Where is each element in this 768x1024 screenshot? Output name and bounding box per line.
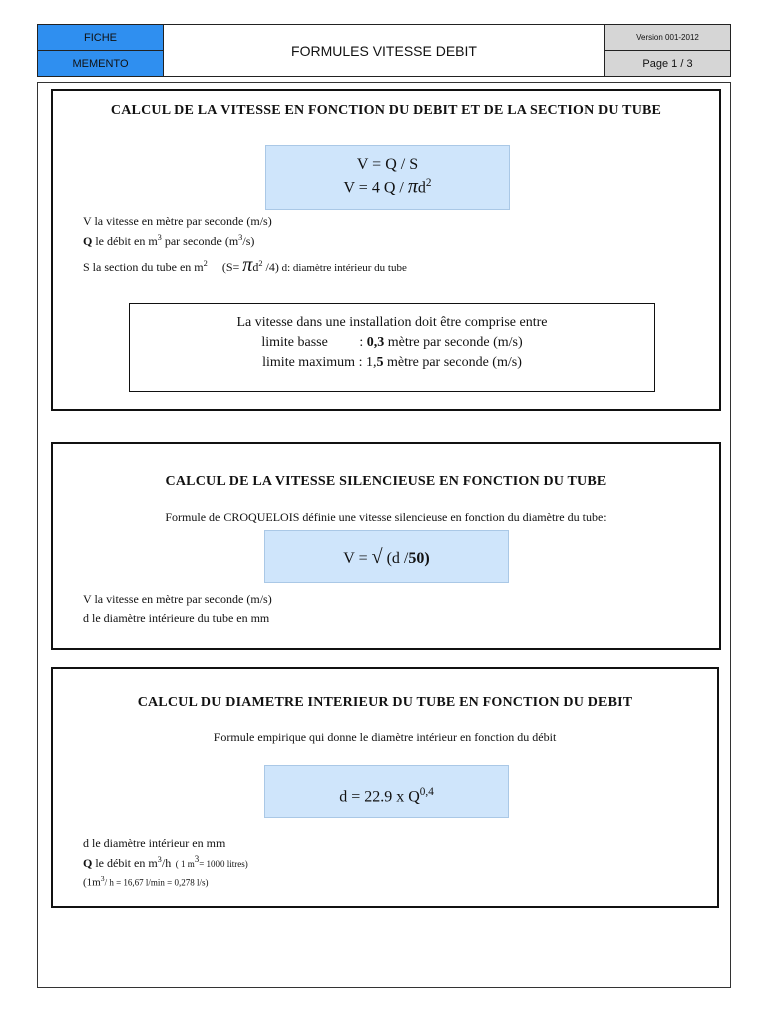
section2-intro: Formule de CROQUELOIS définie une vitesse silencieuse en fonction du diamètre du tube: xyxy=(165,510,607,524)
def-velocity: V la vitesse en mètre par seconde (m/s) xyxy=(83,214,272,228)
pi-symbol-2: π xyxy=(242,254,253,276)
q-letter: Q xyxy=(83,234,93,248)
page-indicator-text: Page 1 / 3 xyxy=(642,57,693,70)
version-text: Version 001-2012 xyxy=(636,33,699,42)
section2-title: CALCUL DE LA VITESSE SILENCIEUSE EN FONCTION DU TUBE xyxy=(165,474,607,489)
section3-intro: Formule empirique qui donne le diamètre intérieur en fonction du débit xyxy=(213,730,557,744)
limits-low-c: mètre par seconde (m/s) xyxy=(384,335,523,350)
def-section-paren-sup: 2 xyxy=(258,259,263,268)
def-flow xyxy=(83,233,254,249)
def-section-paren-a: (S= xyxy=(221,260,243,274)
def-section-paren-c: /4) xyxy=(262,260,279,274)
formula-v-4q-text: V = 4 Q / xyxy=(343,179,408,197)
conv-a: (1m xyxy=(83,876,101,889)
section1-title: CALCUL DE LA VITESSE EN FONCTION DU DEBIT ET DE LA SECTION DU TUBE xyxy=(110,103,662,118)
def-flow-sup2: 3 xyxy=(238,233,243,242)
limits-low xyxy=(130,333,654,353)
limits-max xyxy=(130,353,654,373)
limits-intro: La vitesse dans une installation doit être comprise entre xyxy=(236,315,548,330)
limits-low-value: 0,3 xyxy=(366,335,385,350)
formula-d-eq: d = 22.9 x Q xyxy=(339,788,420,806)
limits-low-a: limite basse : xyxy=(261,335,367,350)
section2-def-diameter: d le diamètre intérieure du tube en mm xyxy=(83,611,270,625)
formula-v-4q xyxy=(266,174,509,197)
def-section-a: S la section du tube en m xyxy=(83,260,204,274)
section-silent-velocity xyxy=(51,442,721,650)
limits-max-c: mètre par seconde (m/s) xyxy=(383,355,522,370)
section-inner-diameter xyxy=(51,667,719,908)
section3-def-flow-a: le débit en m xyxy=(92,856,158,870)
def-section-paren-b: d xyxy=(252,260,259,274)
formula-v-qs: V = Q / S xyxy=(356,156,419,173)
def-flow-c: /s) xyxy=(242,234,255,248)
limits-max-a: limite maximum : 1, xyxy=(262,355,377,370)
document-title-text: FORMULES VITESSE DEBIT xyxy=(291,42,477,59)
memento-label xyxy=(37,50,164,77)
velocity-limits-box xyxy=(129,303,655,392)
formula-d: d xyxy=(417,179,426,197)
def-section-sup: 2 xyxy=(203,259,208,268)
document-title xyxy=(163,24,605,77)
section3-def-flow-b: /h xyxy=(161,856,172,870)
section3-def-flow xyxy=(83,854,248,871)
formula-q-exp: 0,4 xyxy=(419,786,434,798)
def-flow-b: par seconde (m xyxy=(161,234,239,248)
section3-conversion xyxy=(83,874,208,889)
pi-symbol: π xyxy=(407,175,418,198)
version-label xyxy=(604,24,731,51)
section1-formula xyxy=(265,145,510,210)
section3-note-b: = 1000 litres) xyxy=(199,859,248,869)
section3-formula xyxy=(264,765,509,818)
section2-def-velocity: V la vitesse en mètre par seconde (m/s) xyxy=(83,592,272,606)
fiche-text: FICHE xyxy=(84,31,117,44)
def-section xyxy=(83,254,407,277)
formula-exp: 2 xyxy=(425,177,432,189)
section3-title: CALCUL DU DIAMETRE INTERIEUR DU TUBE EN FONCTION DU DEBIT xyxy=(137,695,633,710)
fiche-label xyxy=(37,24,164,51)
sqrt-symbol: √ xyxy=(371,546,383,568)
q-letter-2: Q xyxy=(83,856,93,870)
section-velocity-flow xyxy=(51,89,721,411)
def-section-diameter: d: diamètre intérieur du tube xyxy=(278,262,407,274)
def-flow-sup1: 3 xyxy=(157,233,162,242)
formula-50: 50) xyxy=(408,550,430,567)
conv-sup: 3 xyxy=(100,874,105,883)
def-flow-a: le débit en m xyxy=(92,234,158,248)
conv-b: / h = 16,67 l/min = 0,278 l/s) xyxy=(104,877,209,888)
memento-text: MEMENTO xyxy=(72,57,129,70)
section2-formula xyxy=(264,530,509,583)
section3-note-a: ( 1 m xyxy=(171,859,195,869)
formula-d-div: (d / xyxy=(382,550,409,567)
limits-max-value: 5 xyxy=(376,355,384,370)
formula-v-eq: V = xyxy=(343,550,372,567)
page-indicator xyxy=(604,50,731,77)
section3-note-sup: 3 xyxy=(194,854,200,864)
section3-def-diameter: d le diamètre intérieur en mm xyxy=(83,836,226,850)
section3-def-flow-sup: 3 xyxy=(157,855,162,864)
